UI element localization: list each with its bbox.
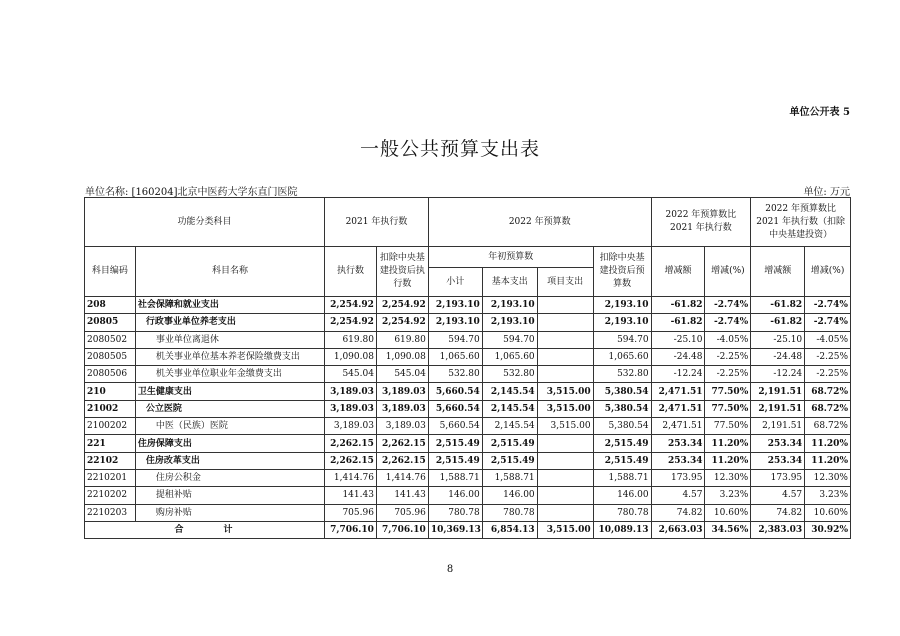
row-value: 2,193.10	[593, 297, 651, 314]
table-row	[85, 366, 851, 383]
row-value: 594.70	[428, 331, 482, 348]
table-row	[85, 297, 851, 314]
row-value: 1,414.76	[325, 469, 377, 486]
table-row	[85, 314, 851, 331]
row-value: 5,380.54	[593, 400, 651, 417]
row-value: 2,193.10	[593, 314, 651, 331]
header-inc-amt: 增减额	[651, 247, 705, 297]
row-value: 1,588.71	[593, 469, 651, 486]
row-code: 22102	[85, 452, 136, 469]
row-value: 2,254.92	[325, 314, 377, 331]
row-value: 3,189.03	[376, 400, 428, 417]
row-value: 1,588.71	[482, 469, 537, 486]
row-value: 5,660.54	[428, 418, 482, 435]
row-value: -25.10	[651, 331, 705, 348]
row-value: 2,515.49	[593, 452, 651, 469]
row-value: 532.80	[428, 366, 482, 383]
header-inc-amt-2: 增减额	[751, 247, 805, 297]
row-value: -4.05%	[705, 331, 751, 348]
row-value: 619.80	[325, 331, 377, 348]
table-row	[85, 331, 851, 348]
header-name: 科目名称	[135, 247, 324, 297]
header-code: 科目编码	[85, 247, 136, 297]
table-row	[85, 348, 851, 365]
header-basic: 基本支出	[482, 268, 537, 297]
row-name: 中医（民族）医院	[135, 418, 324, 435]
row-value: -24.48	[651, 348, 705, 365]
header-exec-2021: 2021 年执行数	[325, 198, 429, 247]
row-value: 77.50%	[705, 418, 751, 435]
row-value: -12.24	[651, 366, 705, 383]
page-title: 一般公共预算支出表	[359, 138, 540, 160]
row-value: -2.74%	[805, 314, 851, 331]
row-value: 5,660.54	[428, 383, 482, 400]
row-name: 社会保障和就业支出	[135, 297, 324, 314]
row-value: 77.50%	[705, 400, 751, 417]
row-value: 2,191.51	[751, 400, 805, 417]
row-value: 74.82	[751, 504, 805, 521]
row-value	[537, 452, 593, 469]
row-value: 173.95	[651, 469, 705, 486]
row-value: 146.00	[482, 487, 537, 504]
table-row	[85, 400, 851, 417]
row-value: 11.20%	[805, 435, 851, 452]
row-value: 2,145.54	[482, 400, 537, 417]
row-value: 253.34	[651, 452, 705, 469]
row-value: 173.95	[751, 469, 805, 486]
total-value: 10,089.13	[593, 521, 651, 538]
unit-label: 单位: 万元	[803, 187, 850, 198]
row-value: 2,193.10	[428, 314, 482, 331]
row-name: 公立医院	[135, 400, 324, 417]
total-value: 6,854.13	[482, 521, 537, 538]
row-value: 2,193.10	[482, 314, 537, 331]
row-value: -61.82	[651, 297, 705, 314]
row-name: 卫生健康支出	[135, 383, 324, 400]
row-value: 2,262.15	[376, 452, 428, 469]
row-value: 2,262.15	[376, 435, 428, 452]
header-inc-pct-2: 增减(%)	[805, 247, 851, 297]
table-row	[85, 383, 851, 400]
row-value: 10.60%	[705, 504, 751, 521]
total-label: 合计	[85, 521, 325, 538]
row-value: 2,515.49	[428, 452, 482, 469]
row-value: 141.43	[325, 487, 377, 504]
row-value: -61.82	[751, 297, 805, 314]
row-value: -4.05%	[805, 331, 851, 348]
total-value: 7,706.10	[325, 521, 377, 538]
table-number-label: 单位公开表 5	[789, 107, 850, 118]
total-value: 30.92%	[805, 521, 851, 538]
row-value: 2,515.49	[482, 452, 537, 469]
row-name: 购房补贴	[135, 504, 324, 521]
row-value: 780.78	[593, 504, 651, 521]
row-value: 2,471.51	[651, 383, 705, 400]
header-subtotal: 小计	[428, 268, 482, 297]
table-row	[85, 469, 851, 486]
total-value: 10,369.13	[428, 521, 482, 538]
header-annual: 年初预算数	[428, 247, 593, 268]
row-value: 3,515.00	[537, 418, 593, 435]
row-code: 2080506	[85, 366, 136, 383]
row-value: 2,471.51	[651, 400, 705, 417]
row-value: 3,189.03	[376, 383, 428, 400]
row-value: -61.82	[751, 314, 805, 331]
row-value: 5,660.54	[428, 400, 482, 417]
row-value: 3,189.03	[325, 400, 377, 417]
row-value: 545.04	[376, 366, 428, 383]
header-compare-exec: 2022 年预算数比 2021 年执行数	[651, 198, 751, 247]
total-value: 34.56%	[705, 521, 751, 538]
row-value: 68.72%	[805, 383, 851, 400]
row-value: 545.04	[325, 366, 377, 383]
row-value: 146.00	[428, 487, 482, 504]
row-value: 1,090.08	[376, 348, 428, 365]
row-value: 780.78	[428, 504, 482, 521]
row-code: 2080505	[85, 348, 136, 365]
row-value: 11.20%	[805, 452, 851, 469]
row-value	[537, 348, 593, 365]
row-value: -2.25%	[705, 366, 751, 383]
row-code: 2210203	[85, 504, 136, 521]
row-value: 1,090.08	[325, 348, 377, 365]
header-exec-excl: 扣除中央基建投资后执行数	[376, 247, 428, 297]
row-value: -2.74%	[705, 297, 751, 314]
row-value: 2,471.51	[651, 418, 705, 435]
table-row	[85, 487, 851, 504]
header-exec: 执行数	[325, 247, 377, 297]
row-value: 12.30%	[705, 469, 751, 486]
row-code: 2210201	[85, 469, 136, 486]
row-value: 3,189.03	[376, 418, 428, 435]
row-value: 594.70	[593, 331, 651, 348]
row-value: 780.78	[482, 504, 537, 521]
row-code: 208	[85, 297, 136, 314]
row-value	[537, 435, 593, 452]
row-value: 68.72%	[805, 400, 851, 417]
header-func-category: 功能分类科目	[85, 198, 325, 247]
row-value: 2,193.10	[482, 297, 537, 314]
budget-table	[84, 197, 851, 539]
row-value: 146.00	[593, 487, 651, 504]
unit-name: 单位名称: [160204]北京中医药大学东直门医院	[85, 187, 298, 198]
total-row	[85, 521, 851, 538]
row-value: 253.34	[651, 435, 705, 452]
row-value: 3.23%	[705, 487, 751, 504]
row-value: 4.57	[751, 487, 805, 504]
row-value: -12.24	[751, 366, 805, 383]
row-value: 2,254.92	[376, 297, 428, 314]
row-value: 2,262.15	[325, 452, 377, 469]
row-value	[537, 504, 593, 521]
row-value: 5,380.54	[593, 383, 651, 400]
row-code: 2210202	[85, 487, 136, 504]
row-name: 机关事业单位基本养老保险缴费支出	[135, 348, 324, 365]
row-name: 住房保障支出	[135, 435, 324, 452]
row-value: 3,189.03	[325, 383, 377, 400]
header-project: 项目支出	[537, 268, 593, 297]
row-value: 12.30%	[805, 469, 851, 486]
row-value: 2,145.54	[482, 383, 537, 400]
table-row	[85, 452, 851, 469]
row-value: 2,515.49	[482, 435, 537, 452]
row-value: 532.80	[482, 366, 537, 383]
row-value	[537, 314, 593, 331]
row-value: 2,515.49	[428, 435, 482, 452]
row-value: 11.20%	[705, 452, 751, 469]
row-value: -2.74%	[805, 297, 851, 314]
row-value	[537, 487, 593, 504]
row-value: 253.34	[751, 452, 805, 469]
row-value: 4.57	[651, 487, 705, 504]
header-compare-exec-excl: 2022 年预算数比 2021 年执行数（扣除中央基建投资）	[751, 198, 851, 247]
row-value: 1,065.60	[428, 348, 482, 365]
row-value: 74.82	[651, 504, 705, 521]
row-value: -61.82	[651, 314, 705, 331]
row-name: 机关事业单位职业年金缴费支出	[135, 366, 324, 383]
row-code: 210	[85, 383, 136, 400]
row-value: 2,254.92	[376, 314, 428, 331]
row-value: 5,380.54	[593, 418, 651, 435]
header-budget-2022: 2022 年预算数	[428, 198, 651, 247]
row-value: 68.72%	[805, 418, 851, 435]
row-code: 221	[85, 435, 136, 452]
row-name: 行政事业单位养老支出	[135, 314, 324, 331]
row-value: 619.80	[376, 331, 428, 348]
total-value: 7,706.10	[376, 521, 428, 538]
row-name: 提租补贴	[135, 487, 324, 504]
row-value: 594.70	[482, 331, 537, 348]
row-value: 1,065.60	[482, 348, 537, 365]
row-value	[537, 331, 593, 348]
row-value: 1,588.71	[428, 469, 482, 486]
row-value	[537, 366, 593, 383]
row-value: 3,189.03	[325, 418, 377, 435]
table-row	[85, 435, 851, 452]
row-value: 11.20%	[705, 435, 751, 452]
row-code: 2100202	[85, 418, 136, 435]
row-value: 2,262.15	[325, 435, 377, 452]
row-value: 2,515.49	[593, 435, 651, 452]
header-budget-excl: 扣除中央基建投资后预算数	[593, 247, 651, 297]
row-value: 3,515.00	[537, 400, 593, 417]
table-row	[85, 418, 851, 435]
header-inc-pct: 增减(%)	[705, 247, 751, 297]
total-value: 2,383.03	[751, 521, 805, 538]
row-value: 2,254.92	[325, 297, 377, 314]
row-value: 253.34	[751, 435, 805, 452]
page-number: 8	[446, 564, 454, 575]
row-code: 21002	[85, 400, 136, 417]
row-value: 3.23%	[805, 487, 851, 504]
row-value: 10.60%	[805, 504, 851, 521]
row-value: -2.25%	[805, 366, 851, 383]
row-value: -25.10	[751, 331, 805, 348]
total-value: 3,515.00	[537, 521, 593, 538]
row-value: 705.96	[376, 504, 428, 521]
row-name: 住房改革支出	[135, 452, 324, 469]
row-value: 1,065.60	[593, 348, 651, 365]
row-name: 事业单位离退休	[135, 331, 324, 348]
row-value: 2,145.54	[482, 418, 537, 435]
row-value: 705.96	[325, 504, 377, 521]
row-code: 2080502	[85, 331, 136, 348]
row-value: 77.50%	[705, 383, 751, 400]
row-value: 141.43	[376, 487, 428, 504]
row-value: -2.25%	[705, 348, 751, 365]
row-value: 2,191.51	[751, 383, 805, 400]
row-value: 2,193.10	[428, 297, 482, 314]
total-value: 2,663.03	[651, 521, 705, 538]
row-value: -2.74%	[705, 314, 751, 331]
table-row	[85, 504, 851, 521]
row-value: 1,414.76	[376, 469, 428, 486]
row-code: 20805	[85, 314, 136, 331]
row-value: 3,515.00	[537, 383, 593, 400]
row-value: 532.80	[593, 366, 651, 383]
row-value	[537, 297, 593, 314]
row-value: 2,191.51	[751, 418, 805, 435]
row-value	[537, 469, 593, 486]
row-name: 住房公积金	[135, 469, 324, 486]
row-value: -2.25%	[805, 348, 851, 365]
row-value: -24.48	[751, 348, 805, 365]
